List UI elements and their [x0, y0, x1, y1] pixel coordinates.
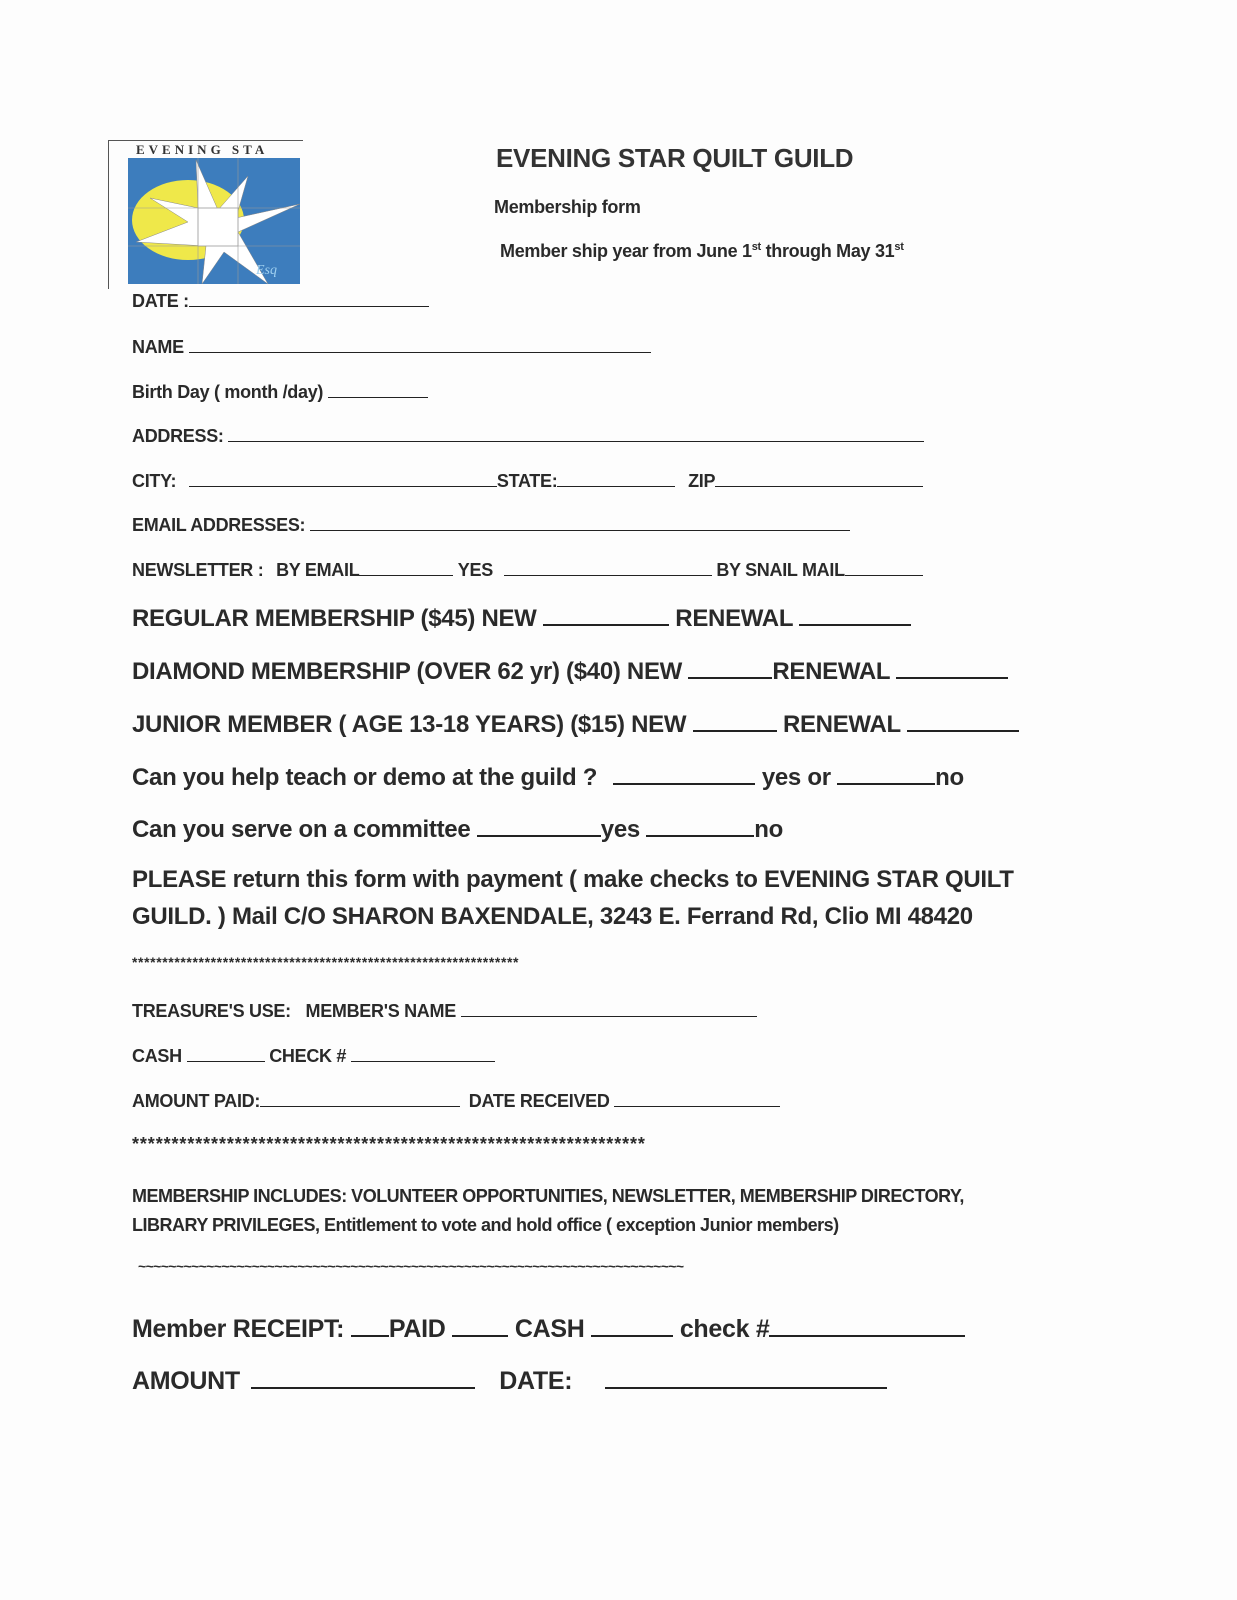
city-input[interactable]	[189, 468, 497, 487]
teach-yes-label: yes or	[761, 764, 831, 791]
regular-new-input[interactable]	[543, 602, 669, 626]
logo-text: EVENING STA	[136, 142, 269, 157]
treasurer-cash-label: CASH	[132, 1046, 182, 1066]
teach-yes-input[interactable]	[613, 761, 755, 785]
name-field	[132, 334, 651, 358]
separator-tilde: ~~~~~~~~~~~~~~~~~~~~~~~~~~~~~~~~~~~~~~~~~~~~~~~~~~~~~~~~~~~~~~~~~~~~~~~~	[138, 1258, 684, 1274]
state-input[interactable]	[557, 468, 675, 487]
evening-star-logo-icon	[128, 158, 304, 288]
date-received-label: DATE RECEIVED	[468, 1091, 610, 1111]
committee-question	[132, 813, 783, 844]
date-label: DATE :	[132, 291, 189, 311]
receipt-paid-label: PAID	[388, 1315, 446, 1343]
amount-paid-label: AMOUNT PAID:	[132, 1091, 261, 1111]
receipt-row	[132, 1313, 965, 1344]
address-field	[132, 423, 924, 447]
email-field	[132, 512, 850, 536]
receipt-check-input[interactable]	[769, 1313, 965, 1337]
diamond-renewal-label: RENEWAL	[772, 658, 890, 685]
city-label: CITY:	[132, 471, 177, 491]
teach-question	[132, 761, 964, 792]
newsletter-row	[132, 557, 923, 581]
regular-renewal-label: RENEWAL	[675, 605, 793, 632]
email-label: EMAIL ADDRESSES:	[132, 515, 306, 535]
instructions-line1: PLEASE return this form with payment ( make checks to EVENING STAR QUILT	[132, 866, 1014, 893]
receipt-label: Member RECEIPT:	[132, 1315, 345, 1343]
includes-line2: LIBRARY PRIVILEGES, Entitlement to vote and hold office ( exception Junior members)	[132, 1215, 839, 1235]
regular-renewal-input[interactable]	[799, 602, 911, 626]
date-field	[132, 288, 429, 312]
zip-label: ZIP	[688, 471, 716, 491]
page-title: EVENING STAR QUILT GUILD	[496, 143, 854, 173]
junior-renewal-input[interactable]	[907, 708, 1019, 732]
yes-label: YES	[457, 560, 493, 580]
treasurer-check-label: CHECK #	[269, 1046, 347, 1066]
junior-label: JUNIOR MEMBER ( AGE 13-18 YEARS) ($15) NEW	[132, 711, 687, 738]
name-label: NAME	[132, 337, 184, 357]
svg-text:Esq: Esq	[256, 263, 277, 278]
receipt-date-label: DATE:	[499, 1367, 573, 1395]
receipt-amount-row	[132, 1365, 887, 1396]
city-state-zip-row	[132, 468, 923, 492]
committee-label: Can you serve on a committee	[132, 816, 471, 843]
birthday-field	[132, 379, 428, 403]
date-input[interactable]	[189, 288, 429, 307]
committee-yes-label: yes	[600, 816, 640, 843]
address-label: ADDRESS:	[132, 426, 224, 446]
receipt-date-input[interactable]	[605, 1365, 887, 1389]
diamond-renewal-input[interactable]	[896, 655, 1008, 679]
membership-diamond	[132, 655, 1008, 686]
committee-yes-input[interactable]	[477, 813, 601, 837]
member-name-input[interactable]	[461, 998, 757, 1017]
form-subtitle: Membership form	[494, 197, 641, 217]
diamond-new-input[interactable]	[688, 655, 772, 679]
amount-paid-input[interactable]	[260, 1088, 460, 1107]
treasurer-use-label: TREASURE'S USE:	[132, 1001, 291, 1021]
yes-input[interactable]	[504, 557, 712, 576]
address-input[interactable]	[228, 423, 924, 442]
receipt-check-label: check #	[679, 1315, 770, 1343]
junior-renewal-label: RENEWAL	[782, 711, 901, 738]
receipt-amount-input[interactable]	[251, 1365, 475, 1389]
receipt-cash-input[interactable]	[452, 1313, 508, 1337]
name-input[interactable]	[189, 334, 651, 353]
member-name-label: MEMBER'S NAME	[305, 1001, 456, 1021]
separator-stars-short: ****************************************************************	[132, 954, 520, 970]
regular-label: REGULAR MEMBERSHIP ($45) NEW	[132, 605, 537, 632]
receipt-check-blank[interactable]	[591, 1313, 673, 1337]
teach-no-label: no	[935, 764, 964, 791]
diamond-label: DIAMOND MEMBERSHIP (OVER 62 yr) ($40) NEW	[132, 658, 683, 685]
treasurer-check-input[interactable]	[351, 1043, 495, 1062]
date-received-input[interactable]	[614, 1088, 780, 1107]
newsletter-label: NEWSLETTER :	[132, 560, 264, 580]
junior-new-input[interactable]	[693, 708, 777, 732]
amount-row	[132, 1088, 780, 1112]
membership-regular	[132, 602, 911, 633]
payment-method-row	[132, 1043, 495, 1067]
includes-line1: MEMBERSHIP INCLUDES: VOLUNTEER OPPORTUNITIES, NEWSLETTER, MEMBERSHIP DIRECTORY,	[132, 1186, 964, 1206]
membership-year: Member ship year from June 1st through May 31st	[500, 241, 904, 261]
state-label: STATE:	[496, 471, 558, 491]
instructions-line2: GUILD. ) Mail C/O SHARON BAXENDALE, 3243 E. Ferrand Rd, Clio MI 48420	[132, 903, 973, 930]
by-email-input[interactable]	[359, 557, 453, 576]
zip-input[interactable]	[715, 468, 923, 487]
email-input[interactable]	[310, 512, 850, 531]
receipt-amount-label: AMOUNT	[132, 1367, 240, 1395]
membership-junior	[132, 708, 1019, 739]
teach-no-input[interactable]	[837, 761, 935, 785]
by-email-label: BY EMAIL	[276, 560, 360, 580]
birthday-label: Birth Day ( month /day)	[132, 382, 324, 402]
receipt-paid-input[interactable]	[351, 1313, 389, 1337]
receipt-cash-label: CASH	[514, 1315, 585, 1343]
separator-stars-long: *****************************************************************	[132, 1134, 646, 1154]
committee-no-label: no	[754, 816, 784, 843]
treasurer-row	[132, 998, 757, 1022]
birthday-input[interactable]	[328, 379, 428, 398]
committee-no-input[interactable]	[646, 813, 754, 837]
snail-mail-input[interactable]	[845, 557, 923, 576]
teach-label: Can you help teach or demo at the guild ?	[132, 764, 598, 791]
treasurer-cash-input[interactable]	[187, 1043, 265, 1062]
snail-mail-label: BY SNAIL MAIL	[716, 560, 845, 580]
